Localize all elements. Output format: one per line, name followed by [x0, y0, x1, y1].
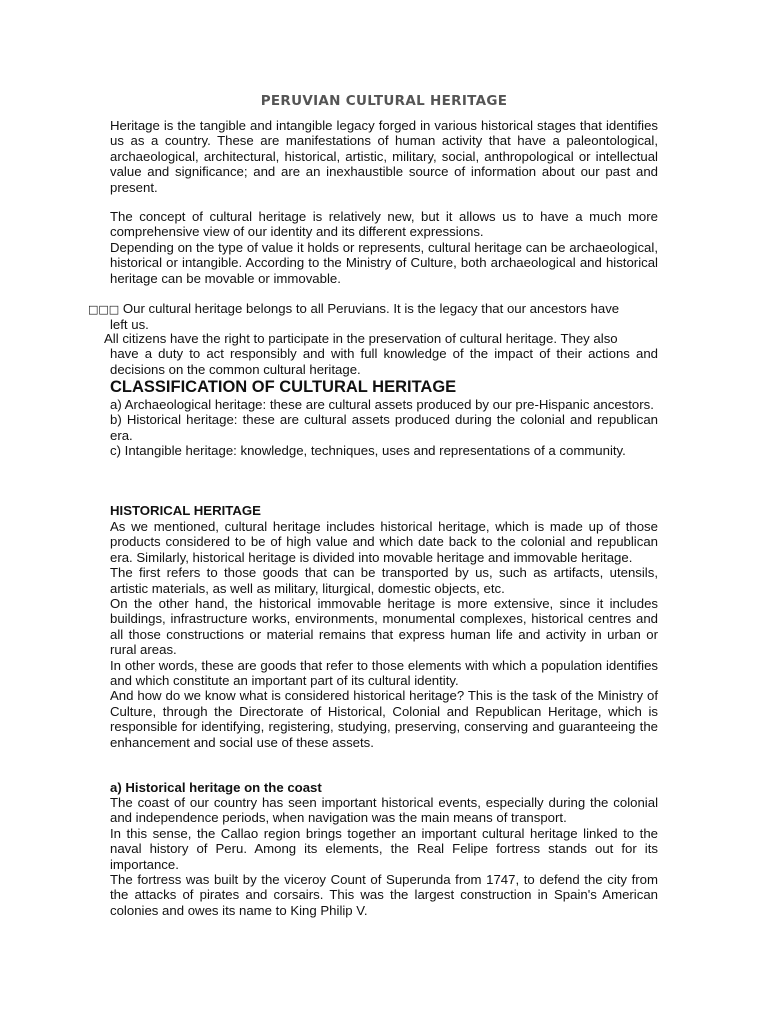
paragraph: The concept of cultural heritage is relatively new, but it allows us to have a much more comprehensive view of our identity and its different expressions.	[110, 209, 658, 240]
belongs-paragraph	[88, 301, 658, 333]
historical-heritage-heading: HISTORICAL HERITAGE	[110, 503, 261, 518]
unrendered-glyphs: □□□	[88, 303, 120, 316]
classification-list	[110, 397, 658, 459]
classification-heading: CLASSIFICATION OF CULTURAL HERITAGE	[110, 378, 457, 396]
paragraph: The first refers to those goods that can be transported by us, such as artifacts, utensils, artistic materials, as well as military, liturgical, domestic objects, etc.	[110, 565, 658, 596]
paragraph-continuation: left us.	[110, 317, 149, 333]
paragraph: And how do we know what is considered historical heritage? This is the task of the Ministry of Culture, through the Directorate of Historical, Colonial and Republican Heritage, which is responsible for identifying, registering, studying, preserving, conserving and guaranteeing the enhancement and social use of these assets.	[110, 688, 658, 750]
paragraph: As we mentioned, cultural heritage includes historical heritage, which is made up of those products considered to be of high value and which date back to the colonial and republican era. Similarly, historical heritage is divided into movable heritage and immovable heritage.	[110, 519, 658, 565]
concept-block	[110, 209, 658, 286]
list-item: c) Intangible heritage: knowledge, techniques, uses and representations of a community.	[110, 443, 626, 459]
list-item: a) Archaeological heritage: these are cultural assets produced by our pre-Hispanic ancestors.	[110, 397, 654, 412]
paragraph: The coast of our country has seen important historical events, especially during the colonial and independence periods, when navigation was the main means of transport.	[110, 795, 658, 826]
document-title: PERUVIAN CULTURAL HERITAGE	[260, 93, 508, 109]
coast-section	[110, 795, 658, 918]
paragraph: In this sense, the Callao region brings together an important cultural heritage linked to the naval history of Peru. Among its elements, the Real Felipe fortress stands out for its importance.	[110, 825, 658, 872]
citizens-paragraph	[104, 331, 658, 377]
list-item: b) Historical heritage: these are cultural assets produced during the colonial and republican era.	[110, 412, 658, 443]
paragraph: On the other hand, the historical immovable heritage is more extensive, since it includes buildings, infrastructure works, environments, monumental complexes, historical centres and all those constructions or material remains that express human life and activity in urban or rural areas.	[110, 596, 658, 658]
coast-heading: a) Historical heritage on the coast	[110, 780, 322, 795]
paragraph: Depending on the type of value it holds or represents, cultural heritage can be archaeological, historical or intangible. According to the Ministry of Culture, both archaeological and historical heritage can be movable or immovable.	[110, 239, 658, 286]
paragraph-continuation: have a duty to act responsibly and with full knowledge of the impact of their actions and decisions on the common cultural heritage.	[110, 346, 658, 377]
paragraph-first-line: All citizens have the right to participate in the preservation of cultural heritage. They also	[104, 331, 618, 346]
historical-heritage-section	[110, 519, 658, 750]
paragraph-first-line: Our cultural heritage belongs to all Peruvians. It is the legacy that our ancestors have	[119, 301, 620, 316]
paragraph: Heritage is the tangible and intangible legacy forged in various historical stages that identifies us as a country. These are manifestations of human activity that have a paleontological, archaeological, architectural, historical, artistic, military, social, anthropological or intellectual value and significance; and are an inexhaustible source of information about our past and present.	[110, 118, 658, 195]
paragraph: The fortress was built by the viceroy Count of Superunda from 1747, to defend the city from the attacks of pirates and corsairs. This was the largest construction in Spain's American colonies and owes its name to King Philip V.	[110, 872, 658, 918]
intro-paragraph	[110, 118, 658, 195]
paragraph: In other words, these are goods that refer to those elements with which a population identifies and which constitute an important part of its cultural identity.	[110, 657, 658, 689]
